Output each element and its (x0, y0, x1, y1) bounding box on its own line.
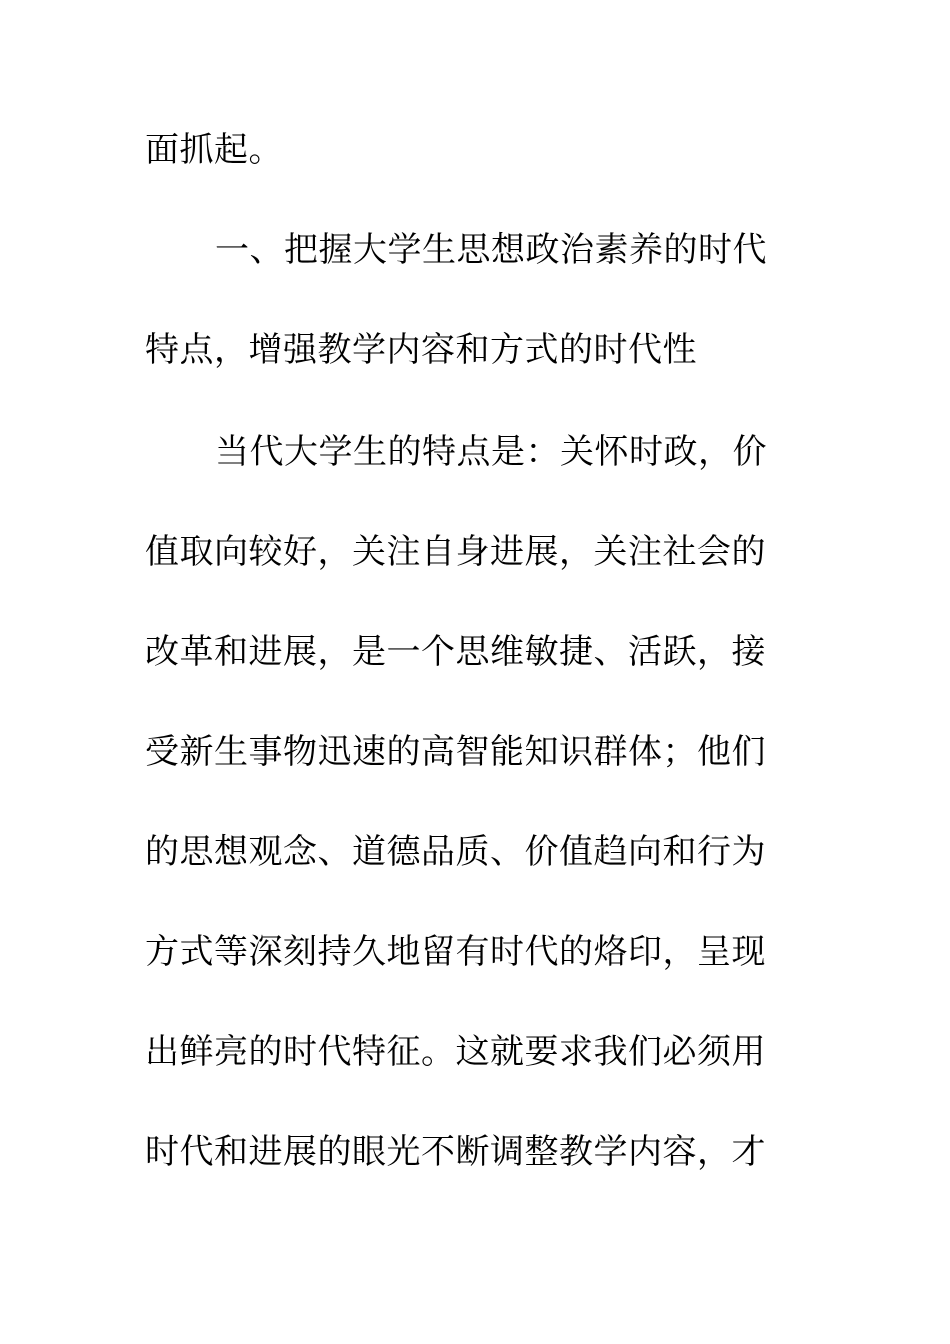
paragraph-line: 受新生事物迅速的高智能知识群体；他们 (145, 732, 766, 772)
paragraph-line: 方式等深刻持久地留有时代的烙印，呈现 (145, 932, 766, 972)
paragraph-line: 当代大学生的特点是：关怀时政，价 (215, 432, 767, 472)
section-heading-line: 特点，增强教学内容和方式的时代性 (145, 330, 697, 370)
section-heading-line: 一、把握大学生思想政治素养的时代 (215, 230, 767, 270)
paragraph-line: 值取向较好，关注自身进展，关注社会的 (145, 532, 766, 572)
paragraph-line: 改革和进展，是一个思维敏捷、活跃，接 (145, 632, 766, 672)
paragraph-line: 时代和进展的眼光不断调整教学内容，才 (145, 1132, 766, 1172)
paragraph-line: 出鲜亮的时代特征。这就要求我们必须用 (145, 1032, 766, 1072)
text-line: 面抓起。 (145, 130, 283, 170)
paragraph-line: 的思想观念、道德品质、价值趋向和行为 (145, 832, 766, 872)
